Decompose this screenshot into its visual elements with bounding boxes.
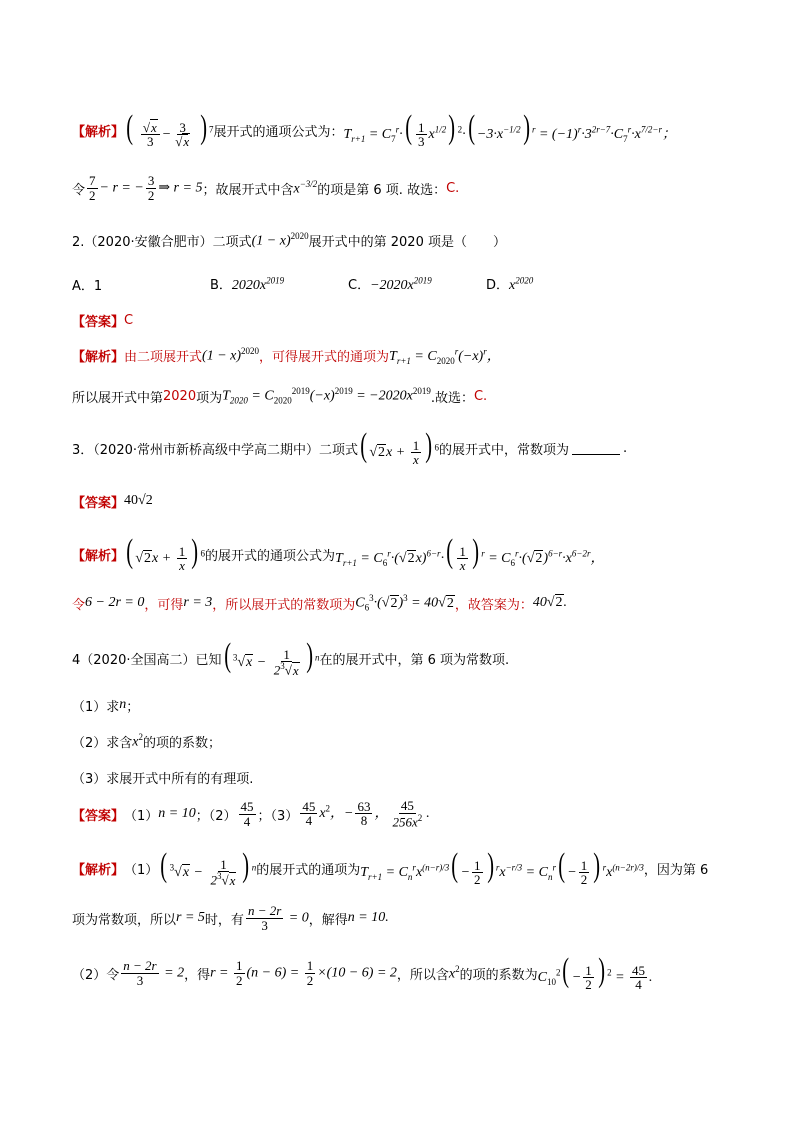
q1-power-term: $x^{-3/2}$ [293, 178, 318, 197]
q1-line2-mid: ；故展开式中含 [202, 182, 294, 198]
q4-part2-label: （2）求含 [72, 735, 133, 751]
q2-stem-prefix: 2.（2020·安徽合肥市）二项式 [72, 234, 252, 250]
q2-choice: C. [473, 388, 488, 404]
q4-part2-suffix: 的项的系数； [143, 735, 222, 751]
q3-analysis-line-2 [72, 590, 734, 616]
analysis-label: 【解析】 [72, 862, 125, 878]
q2-option-d: D．$x^{2020}$ [486, 275, 534, 293]
q4-answer-2: ；（2） [195, 808, 237, 824]
q4-part1-label: （1）求 [72, 699, 120, 715]
q2-stem [72, 228, 734, 252]
q1-choice: C. [446, 180, 460, 196]
q4-stem-suffix: 在的展开式中，第 6 项为常数项. [319, 652, 510, 668]
q4-part-3 [72, 766, 734, 788]
q3-final: 40√2. [532, 595, 568, 610]
q2-option-b: B．$2020x^{2019}$ [210, 275, 285, 293]
q1-analysis-line [72, 108, 734, 152]
q2-line2-prefix: 所以展开式中第 [72, 390, 164, 406]
q4-analysis-1-mid: 的展开式的通项为 [256, 862, 361, 878]
answer-label: 【答案】 [72, 495, 125, 511]
answer-label: 【答案】 [72, 314, 125, 330]
q2-answer [72, 308, 734, 332]
q3-stem-prefix: 3．（2020·常州市新桥高级中学高二期中）二项式 [72, 442, 358, 458]
q3-general-term: $T_{r+1} = C_6^r\cdot(√2x)^{6-r}\cdot$( $\frac{1}{x}$ ) $^r = C_6^r\cdot(√2)^{6-r}\cdot x^{6-2r}$， [335, 533, 605, 574]
q4-analysis-1-suffix: ，因为第 6 [643, 862, 709, 878]
q2-option-c: C．$-2020x^{2019}$ [348, 275, 432, 293]
q4-analysis-3-mid: ，得 [184, 967, 211, 983]
q4-stem-prefix: 4（2020·全国高二）已知 [72, 652, 222, 668]
q4-answer-3: ；（3） [257, 808, 299, 824]
q4-part-1: （1）求 n ； [72, 697, 140, 715]
q4-analysis-1-prefix: （1） [124, 862, 159, 878]
q4-analysis-line-1: 【解析】 （1） ( $^3$√x − $\frac{1}{2^3√x}$ ) $^n$ 的展开式的通项为 $T_{r+1} = C_n^rx^{(n-r)/3}$( − $\frac{1}{2}$ ) $^rx^{-r/3} = C_n^r$( − $\frac{1}{2}$ ) $^rx^{(n-2r)/3}$ ，因为第 6 [72, 846, 709, 888]
q2-analysis-line [72, 343, 734, 367]
q2-line2-num: 2020 [163, 388, 197, 404]
q4-binomial: ( $^3$√x − $\frac{1}{2^3√x}$ ) $^n$ [223, 636, 320, 678]
q1-line2-prefix: 令 [72, 182, 86, 198]
q2-analysis-prefix: 由二项展开式 [124, 349, 203, 365]
analysis-label: 【解析】 [72, 349, 125, 365]
q4-part3-label: （3）求展开式中所有的有理项. [72, 771, 254, 787]
q3-line2-mid: ，可得 [144, 597, 184, 613]
q2-options [72, 272, 734, 296]
q1-analysis-text: 展开式的通项公式为： [213, 124, 344, 140]
q3-line2-mid2: ，所以展开式的常数项为 [212, 597, 356, 613]
q1-binomial-expression: ( $\frac{√x}{3}$ − $\frac{3}{√x}$ ) $^7$ [126, 109, 214, 150]
q4-analysis-line-3: （2）令 $\frac{n - 2r}{3}$ = 2 ，得 r = $\frac{1}{2}$ (n − 6) = $\frac{1}{2}$ ×(10 − 6) = 2 ，所以含 $x^2$ 的项的系数为 $C_{10}^2$( − $\frac{1}{2}$ ) $^2$ = $\frac{45}{4}$ . [72, 952, 653, 993]
q3-eq1: 6 − 2r = 0 [85, 595, 145, 610]
q4-analysis-2-mid: 时，有 [204, 912, 244, 928]
q4-general-term: $T_{r+1} = C_n^rx^{(n-r)/3}$( − $\frac{1}{2}$ ) $^rx^{-r/3} = C_n^r$( − $\frac{1}{2}$ ) $^rx^{(n-2r)/3}$ [360, 847, 644, 888]
q2-binomial-2: $(1 - x)^{2020}$ [202, 345, 260, 364]
q3-line2-prefix: 令 [72, 597, 86, 613]
q3-analysis-line [72, 532, 734, 576]
q4-rational-terms: $\frac{45}{4}$ $x^2$，− $\frac{63}{8}$ ， $\frac{45}{256x^2}$ . [302, 798, 430, 830]
q3-line2-suffix: ，故答案为： [454, 597, 533, 613]
q3-constant-term: $C_6^3\cdot(√2)^3 = 40√2$ [355, 593, 454, 613]
q3-binomial-2: ( √2x + $\frac{1}{x}$ ) $^6$ [126, 533, 206, 574]
q4-part-2: （2）求含 $x^2$ 的项的系数； [72, 731, 222, 751]
q4-answer: 【答案】 （1） n = 10 ；（2） $\frac{45}{4}$ ；（3） $\frac{45}{4}$ $x^2$，− $\frac{63}{8}$ ， $\frac{45}{256x^2}$ . [72, 798, 430, 830]
analysis-label: 【解析】 [72, 124, 125, 140]
q3-stem-suffix: 的展开式中，常数项为 [439, 442, 570, 458]
q2-general-term: $T_{r+1} = C_{2020}^r(-x)^r$， [389, 345, 501, 366]
q4-analysis-3-prefix: （2）令 [72, 967, 120, 983]
q1-line2-suffix: 的项是第 6 项. 故选： [317, 182, 447, 198]
analysis-label: 【解析】 [72, 548, 125, 564]
q4-part1-suffix: ； [126, 699, 140, 715]
q4-analysis-2-prefix: 项为常数项，所以 [72, 912, 177, 928]
q3-analysis-mid: 的展开式的通项公式为 [205, 548, 336, 564]
q1-analysis-line-2 [72, 170, 734, 206]
q1-general-term-formula: $T_{r+1} = C_7^r\cdot$( $\frac{1}{3}$ $x^{1/2}$) $^2\cdot( -3\cdot x^{-1/2})$ $^r = (-1)^r\cdot 3^{2r-7}\cdot C_7^r\cdot x^{7/2-r}$； [343, 109, 676, 150]
q4-analysis-2-mid2: ，解得 [308, 912, 348, 928]
q2-binomial: $(1 - x)^{2020}$ [251, 230, 309, 249]
q4-analysis-line-2: 项为常数项，所以 r = 5 时，有 $\frac{n - 2r}{3}$ = 0 ，解得 n = 10. [72, 902, 389, 933]
q2-term-2020: $T_{2020} = C_{2020}^{2019}(-x)^{2019} = -2020x^{2019}$ [222, 386, 431, 406]
q2-line2-suffix: .故选： [430, 390, 474, 406]
q3-answer-blank [572, 442, 620, 455]
q4-stem [72, 636, 734, 680]
q2-option-a: A．1 [72, 278, 103, 294]
q2-line2-mid: 项为 [196, 390, 223, 406]
q3-stem: 3．（2020·常州市新桥高级中学高二期中）二项式 ( √2x + $\frac{1}{x}$ ) $^6$ 的展开式中，常数项为 . [72, 427, 628, 468]
q4-answer-1: （1） [124, 808, 159, 824]
q3-binomial: ( √2x + $\frac{1}{x}$ ) $^6$ [360, 427, 440, 468]
q3-answer-value: 40√2 [124, 493, 153, 508]
q1-equation: $\frac{7}{2}$ − r = − $\frac{3}{2}$ ⇒ r = 5 [89, 172, 203, 203]
q2-answer-value: C [124, 312, 134, 328]
q2-analysis-line-2 [72, 384, 734, 408]
q3-answer [72, 488, 734, 514]
q4-analysis-3-mid2: ，所以含 [396, 967, 449, 983]
q3-eq2: r = 3 [183, 595, 213, 610]
q4-analysis-3-suffix: 的项的系数为 [459, 967, 538, 983]
q2-analysis-mid: ，可得展开式的通项为 [259, 349, 390, 365]
q2-stem-suffix: 展开式中的第 2020 项是（ ） [308, 234, 506, 250]
answer-label: 【答案】 [72, 808, 125, 824]
